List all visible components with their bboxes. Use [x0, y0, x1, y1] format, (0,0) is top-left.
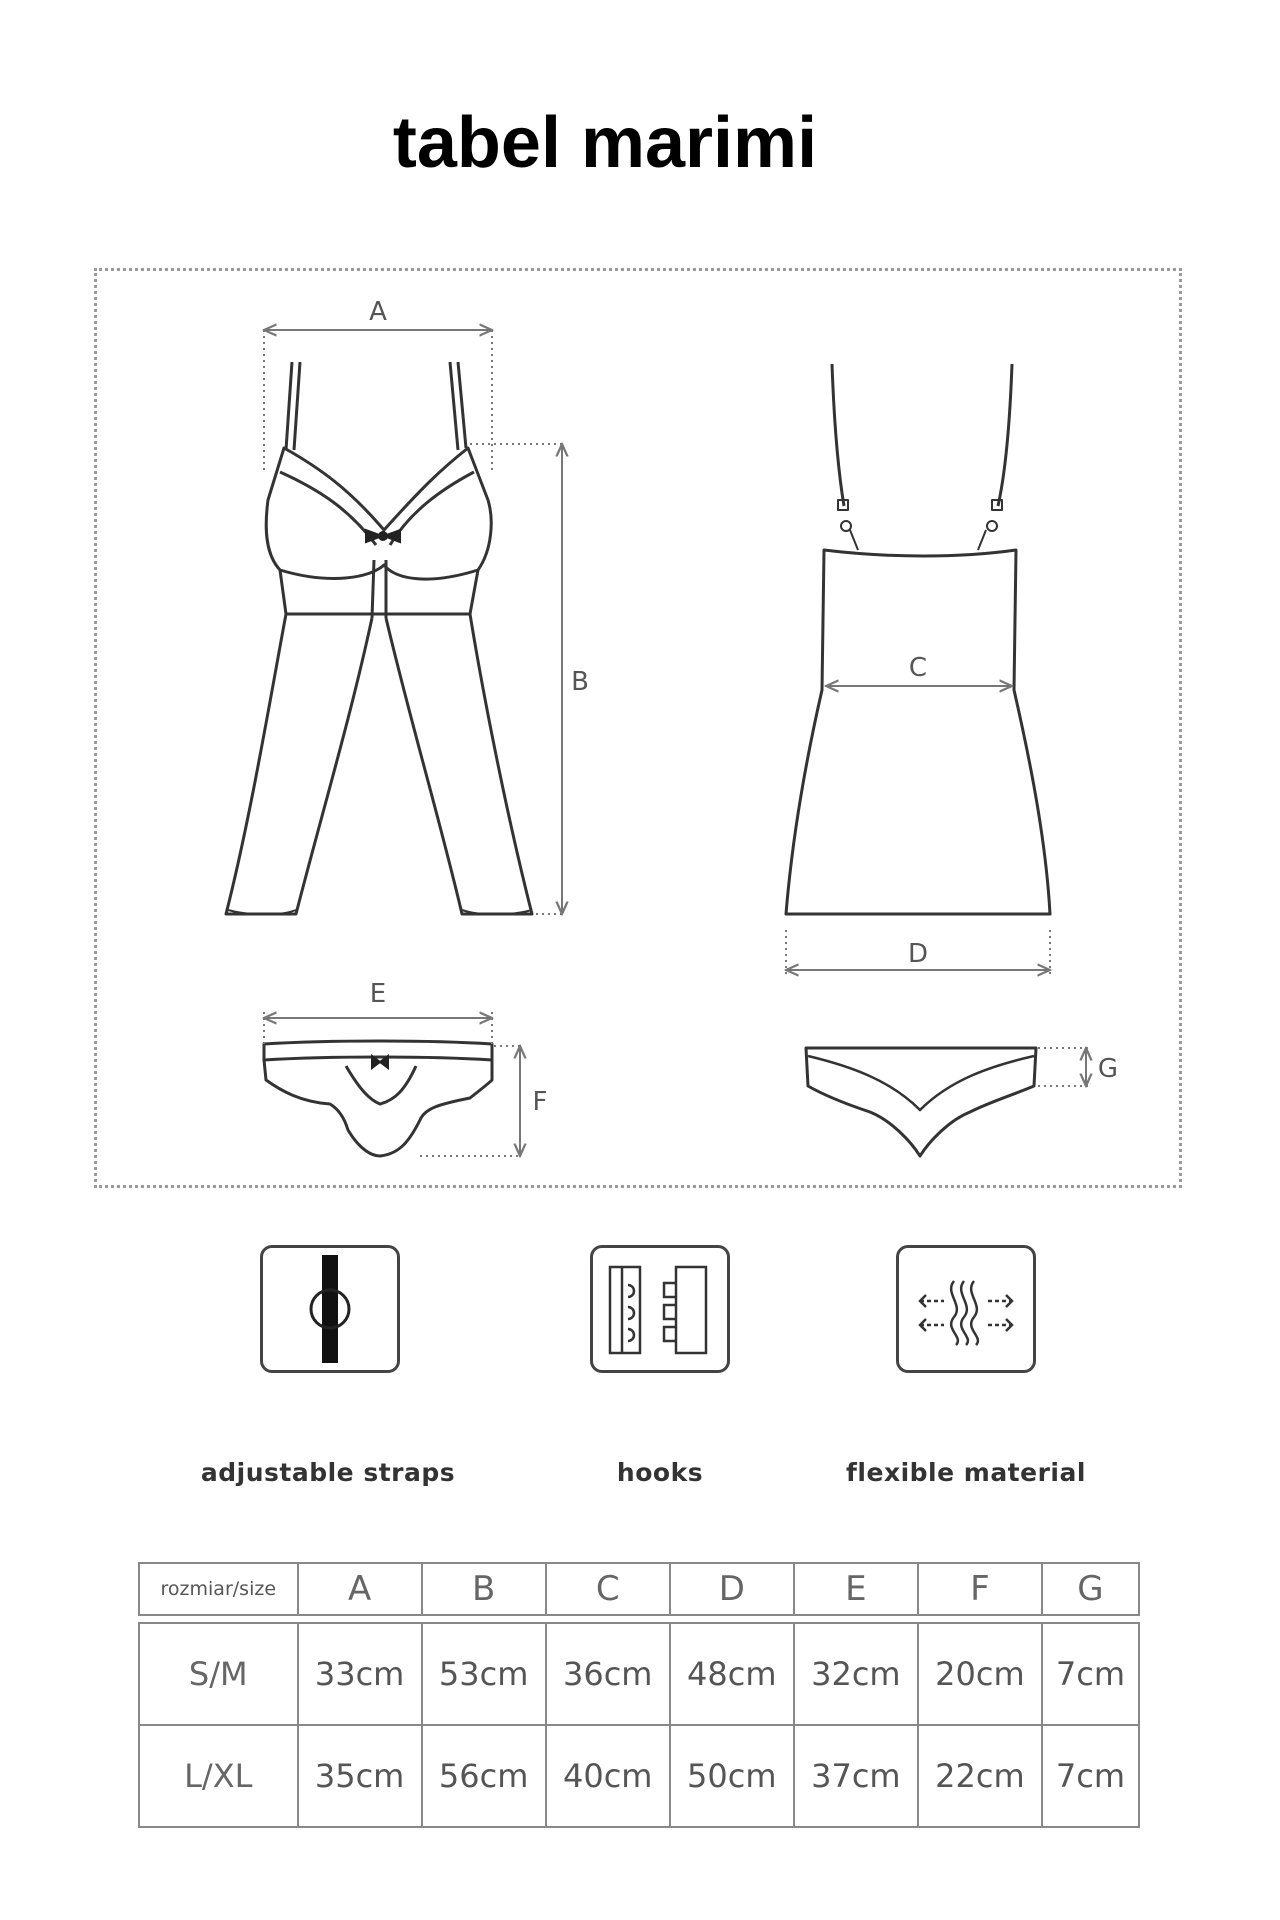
page-title: tabel marimi [392, 103, 818, 183]
table-cell: 20cm [918, 1623, 1042, 1725]
bow-front [366, 530, 400, 542]
header-cell: B [422, 1563, 546, 1615]
hooks-icon [590, 1245, 730, 1373]
thong-back-drawing [806, 1048, 1036, 1156]
header-cell: F [918, 1563, 1042, 1615]
table-cell: 37cm [794, 1725, 918, 1827]
table-cell: L/XL [139, 1725, 298, 1827]
feature-label-hooks: hooks [616, 1458, 704, 1487]
header-cell: E [794, 1563, 918, 1615]
size-table [138, 1562, 1140, 1828]
table-cell: 56cm [422, 1725, 546, 1827]
table-row [139, 1725, 1139, 1827]
table-cell: 22cm [918, 1725, 1042, 1827]
header-cell: D [670, 1563, 794, 1615]
table-cell: 33cm [298, 1623, 422, 1725]
table-cell: 50cm [670, 1725, 794, 1827]
feature-label-adjustable-straps: adjustable straps [200, 1458, 456, 1487]
table-cell: 7cm [1042, 1623, 1139, 1725]
dimension-f-line [420, 1046, 520, 1156]
table-cell: 53cm [422, 1623, 546, 1725]
babydoll-front-drawing [226, 362, 532, 915]
flexible-material-icon [896, 1245, 1036, 1373]
table-row [139, 1623, 1139, 1725]
table-cell: 32cm [794, 1623, 918, 1725]
dimension-g-label: G [1097, 1054, 1119, 1084]
size-table-header [139, 1563, 1139, 1615]
table-cell: 35cm [298, 1725, 422, 1827]
table-cell: 40cm [546, 1725, 670, 1827]
dimension-b-label: B [571, 667, 589, 697]
table-cell: 48cm [670, 1623, 794, 1725]
table-cell: 36cm [546, 1623, 670, 1725]
dimension-f-label: F [532, 1087, 548, 1117]
feature-label-flexible-material: flexible material [846, 1458, 1086, 1487]
dimension-d-label: D [907, 939, 929, 969]
header-cell: C [546, 1563, 670, 1615]
table-cell: 7cm [1042, 1725, 1139, 1827]
dimension-g-line [1038, 1048, 1090, 1086]
header-cell: G [1042, 1563, 1139, 1615]
thong-front-drawing [264, 1041, 492, 1156]
dimension-e-line [264, 1012, 492, 1044]
adjustable-straps-icon [260, 1245, 400, 1373]
dimension-e-label: E [369, 979, 387, 1009]
table-cell: S/M [139, 1623, 298, 1725]
dimension-c-label: C [908, 653, 928, 683]
header-cell: rozmiar/size [139, 1563, 298, 1615]
dimension-a-label: A [369, 297, 387, 327]
header-cell: A [298, 1563, 422, 1615]
chemise-back-drawing [786, 364, 1050, 914]
